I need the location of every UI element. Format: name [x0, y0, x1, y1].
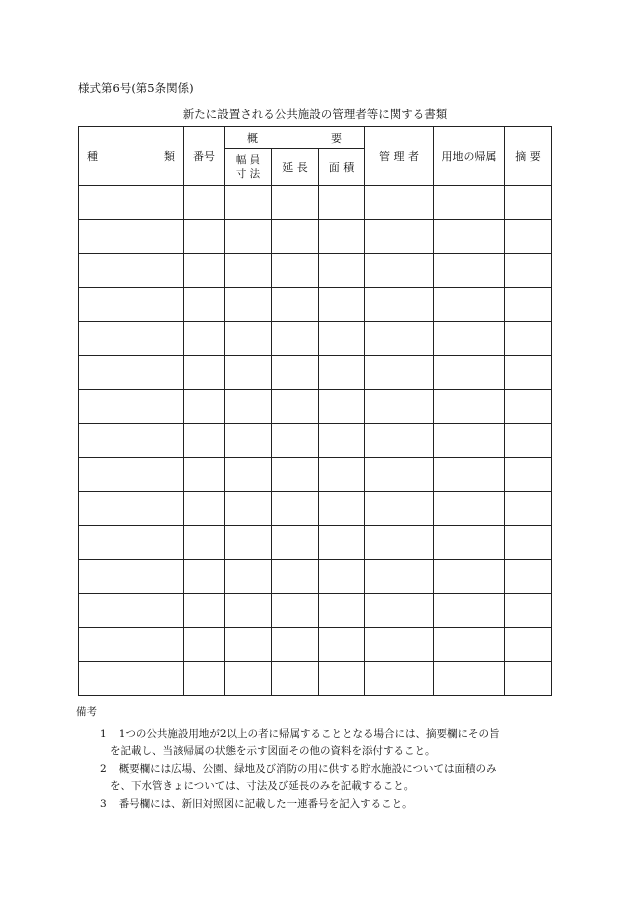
- table-cell[interactable]: [184, 288, 225, 322]
- table-cell[interactable]: [79, 492, 184, 526]
- table-cell[interactable]: [365, 220, 434, 254]
- table-cell[interactable]: [79, 254, 184, 288]
- table-cell[interactable]: [272, 526, 319, 560]
- notes: [76, 704, 556, 813]
- table-row: [79, 560, 552, 594]
- table-cell[interactable]: [365, 186, 434, 220]
- table-cell[interactable]: [434, 492, 505, 526]
- table-cell[interactable]: [365, 322, 434, 356]
- table-row: [79, 492, 552, 526]
- table-cell[interactable]: [225, 526, 272, 560]
- table-cell[interactable]: [505, 628, 552, 662]
- note-item: [86, 796, 556, 814]
- table-cell[interactable]: [272, 356, 319, 390]
- table-row: [79, 220, 552, 254]
- note-continuation: を記載し、当該帰属の状態を示す図面その他の資料を添付すること。: [110, 745, 436, 757]
- header-shurui-left: 種: [87, 150, 98, 163]
- table-row: [79, 322, 552, 356]
- table-cell[interactable]: [505, 220, 552, 254]
- table-cell[interactable]: [319, 662, 365, 696]
- table-row: [79, 424, 552, 458]
- table-cell[interactable]: [434, 560, 505, 594]
- table-cell[interactable]: [505, 186, 552, 220]
- table-row: [79, 390, 552, 424]
- table-cell[interactable]: [319, 322, 365, 356]
- table-cell[interactable]: [225, 220, 272, 254]
- table-cell[interactable]: [79, 526, 184, 560]
- table-cell[interactable]: [184, 628, 225, 662]
- table-row: [79, 526, 552, 560]
- table-cell[interactable]: [184, 390, 225, 424]
- table-cell[interactable]: [365, 424, 434, 458]
- table-cell[interactable]: [272, 492, 319, 526]
- table-cell[interactable]: [225, 458, 272, 492]
- table-cell[interactable]: [184, 322, 225, 356]
- table-cell[interactable]: [272, 390, 319, 424]
- table-cell[interactable]: [319, 628, 365, 662]
- table-cell[interactable]: [225, 560, 272, 594]
- table-cell[interactable]: [272, 322, 319, 356]
- table-cell[interactable]: [505, 526, 552, 560]
- table-cell[interactable]: [434, 424, 505, 458]
- note-number: 2: [100, 762, 107, 775]
- table-cell[interactable]: [319, 424, 365, 458]
- note-text: 番号欄には、新旧対照図に記載した一連番号を記入すること。: [118, 797, 413, 810]
- header-gaiyo-left: 概: [247, 131, 258, 145]
- table-cell[interactable]: [184, 492, 225, 526]
- table-row: [79, 458, 552, 492]
- table-cell[interactable]: [272, 424, 319, 458]
- table-cell[interactable]: [184, 186, 225, 220]
- table-cell[interactable]: [184, 594, 225, 628]
- table-cell[interactable]: [365, 662, 434, 696]
- table-cell[interactable]: [184, 458, 225, 492]
- table-cell[interactable]: [365, 458, 434, 492]
- table-cell[interactable]: [225, 492, 272, 526]
- table-cell[interactable]: [272, 560, 319, 594]
- table-cell[interactable]: [184, 424, 225, 458]
- table-cell[interactable]: [225, 424, 272, 458]
- table-row: [79, 356, 552, 390]
- table-cell[interactable]: [272, 458, 319, 492]
- table-cell[interactable]: [365, 594, 434, 628]
- header-fukuin-top: 幅 員: [235, 154, 261, 166]
- table-cell[interactable]: [225, 662, 272, 696]
- table-cell[interactable]: [79, 560, 184, 594]
- table-cell[interactable]: [272, 628, 319, 662]
- header-fukuin: [225, 149, 272, 186]
- table-row: [79, 254, 552, 288]
- note-continuation: を、下水管きょについては、寸法及び延長のみを記載すること。: [110, 780, 415, 792]
- header-fukuin-bottom: 寸 法: [235, 168, 261, 180]
- table-cell[interactable]: [434, 526, 505, 560]
- note-item: [86, 726, 556, 761]
- table-cell[interactable]: [505, 254, 552, 288]
- document-title: 新たに設置される公共施設の管理者等に関する書類: [182, 107, 448, 121]
- table-cell[interactable]: [434, 186, 505, 220]
- table-cell[interactable]: [272, 254, 319, 288]
- table-cell[interactable]: [272, 594, 319, 628]
- table-cell[interactable]: [434, 458, 505, 492]
- table-cell[interactable]: [434, 662, 505, 696]
- header-gaiyo-right: 要: [331, 131, 343, 145]
- table-cell[interactable]: [184, 662, 225, 696]
- table-row: [79, 594, 552, 628]
- facility-table: [78, 126, 552, 696]
- table-cell[interactable]: [319, 254, 365, 288]
- table-cell[interactable]: [272, 186, 319, 220]
- table-cell[interactable]: [505, 458, 552, 492]
- form-label: 様式第6号(第5条関係): [78, 81, 194, 95]
- table-cell[interactable]: [434, 628, 505, 662]
- table-cell[interactable]: [365, 526, 434, 560]
- header-shurui-right: 類: [164, 150, 175, 163]
- table-cell[interactable]: [79, 186, 184, 220]
- table-cell[interactable]: [434, 254, 505, 288]
- table-cell[interactable]: [505, 390, 552, 424]
- table-row: [79, 186, 552, 220]
- header-tekiyo: 摘 要: [505, 127, 552, 186]
- table-cell[interactable]: [319, 458, 365, 492]
- table-cell[interactable]: [184, 526, 225, 560]
- table-cell[interactable]: [225, 594, 272, 628]
- table-cell[interactable]: [272, 288, 319, 322]
- table-cell[interactable]: [434, 322, 505, 356]
- header-enchou: 延 長: [272, 149, 319, 186]
- header-shurui: [79, 127, 184, 186]
- note-text: 1つの公共施設用地が2以上の者に帰属することとなる場合には、摘要欄にその旨: [118, 727, 500, 740]
- table-cell[interactable]: [505, 492, 552, 526]
- table-row: [79, 662, 552, 696]
- note-line: [86, 726, 556, 744]
- table-cell[interactable]: [79, 662, 184, 696]
- table-cell[interactable]: [79, 356, 184, 390]
- note-text: 概要欄には広場、公園、緑地及び消防の用に供する貯水施設については面積のみ: [118, 762, 497, 775]
- table-cell[interactable]: [79, 288, 184, 322]
- table-cell[interactable]: [434, 356, 505, 390]
- table-cell[interactable]: [365, 560, 434, 594]
- table-cell[interactable]: [319, 186, 365, 220]
- table-cell[interactable]: [319, 288, 365, 322]
- table-cell[interactable]: [272, 220, 319, 254]
- table-cell[interactable]: [225, 186, 272, 220]
- table-cell[interactable]: [184, 560, 225, 594]
- table-cell[interactable]: [319, 492, 365, 526]
- table-cell[interactable]: [225, 322, 272, 356]
- note-number: 3: [100, 797, 107, 810]
- table-cell[interactable]: [319, 594, 365, 628]
- table-cell[interactable]: [319, 560, 365, 594]
- table-row: [79, 628, 552, 662]
- table-cell[interactable]: [319, 390, 365, 424]
- table-cell[interactable]: [505, 662, 552, 696]
- table-cell[interactable]: [365, 492, 434, 526]
- table-cell[interactable]: [365, 254, 434, 288]
- note-number: 1: [100, 727, 107, 740]
- notes-heading: 備考: [76, 706, 97, 718]
- table-cell[interactable]: [184, 220, 225, 254]
- table-cell[interactable]: [365, 628, 434, 662]
- table-cell[interactable]: [434, 220, 505, 254]
- table-cell[interactable]: [319, 356, 365, 390]
- table-cell[interactable]: [79, 628, 184, 662]
- table-cell[interactable]: [505, 424, 552, 458]
- table-cell[interactable]: [319, 220, 365, 254]
- header-gaiyo: [225, 127, 365, 149]
- table-cell[interactable]: [79, 424, 184, 458]
- header-yochi: 用地の帰属: [434, 127, 505, 186]
- table-cell[interactable]: [505, 356, 552, 390]
- table-cell[interactable]: [79, 322, 184, 356]
- table-cell[interactable]: [272, 662, 319, 696]
- table-cell[interactable]: [365, 288, 434, 322]
- table-cell[interactable]: [319, 526, 365, 560]
- table-cell[interactable]: [184, 356, 225, 390]
- table-cell[interactable]: [225, 356, 272, 390]
- table-row: [79, 288, 552, 322]
- table-cell[interactable]: [434, 390, 505, 424]
- table-cell[interactable]: [365, 356, 434, 390]
- table-cell[interactable]: [79, 458, 184, 492]
- note-line: [86, 761, 556, 779]
- table-cell[interactable]: [505, 560, 552, 594]
- header-menseki: 面 積: [319, 149, 365, 186]
- table-cell[interactable]: [79, 390, 184, 424]
- note-line: [86, 796, 556, 814]
- table-cell[interactable]: [225, 288, 272, 322]
- table-cell[interactable]: [79, 594, 184, 628]
- table-cell[interactable]: [505, 594, 552, 628]
- table-cell[interactable]: [505, 322, 552, 356]
- table-cell[interactable]: [434, 288, 505, 322]
- table-cell[interactable]: [225, 628, 272, 662]
- table-cell[interactable]: [434, 594, 505, 628]
- note-item: [86, 761, 556, 796]
- table-cell[interactable]: [365, 390, 434, 424]
- table-cell[interactable]: [79, 220, 184, 254]
- table-cell[interactable]: [225, 254, 272, 288]
- table-cell[interactable]: [184, 254, 225, 288]
- header-kanrisha: 管 理 者: [365, 127, 434, 186]
- header-bango: 番号: [184, 127, 225, 186]
- table-cell[interactable]: [505, 288, 552, 322]
- table-cell[interactable]: [225, 390, 272, 424]
